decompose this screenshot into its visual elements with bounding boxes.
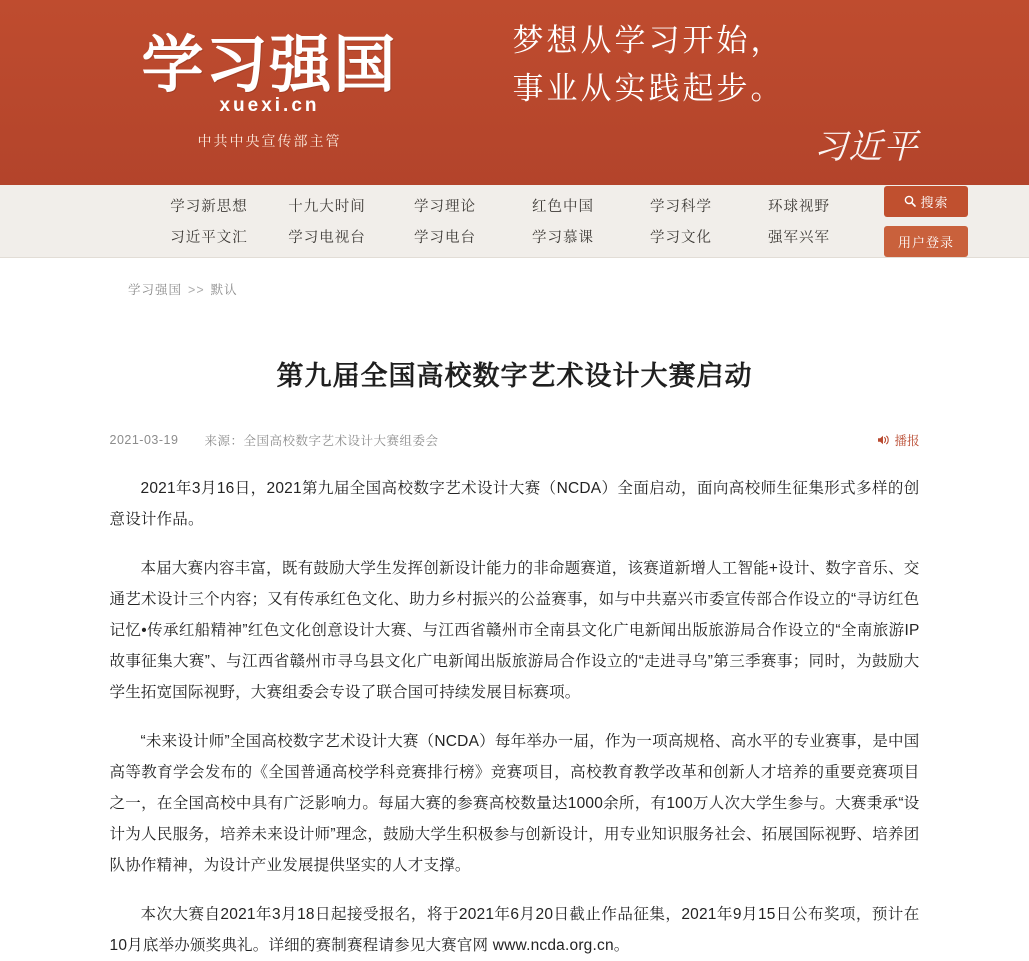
nav-item-hongsezhongguo[interactable]: 红色中国 xyxy=(532,199,594,215)
slogan-signature: 习近平 xyxy=(813,129,919,167)
breadcrumb-root[interactable]: 学习强国 xyxy=(128,283,183,297)
nav-item-xuexikexue[interactable]: 学习科学 xyxy=(650,199,712,215)
slogan-line-1: 梦想从学习开始， xyxy=(512,22,785,58)
article-source-label: 来源： xyxy=(204,433,244,448)
search-button[interactable] xyxy=(884,186,968,217)
article-source xyxy=(204,431,438,449)
article-paragraph: 2021年3月16日，2021第九届全国高校数字艺术设计大赛（NCDA）全面启动，面向高校师生征集形式多样的创意设计作品。 xyxy=(109,479,920,528)
article-paragraph: “未来设计师”全国高校数字艺术设计大赛（NCDA）每年举办一届，作为一项高规格、高水平的专业赛事，是中国高等教育学会发布的《全国普通高校学科竞赛排行榜》竞赛项目，高校教育教学改革和创新人才培养的重要竞赛项目之一，在全国高校中具有广泛影响力。每届大赛的参赛高校数量达1000余所，有100万人次大学生参与。大赛秉承“设计为人民服务，培养未来设计师”理念，鼓励大学生积极参与创新设计，用专业知识服务社会、拓展国际视野、培养团队协作精神，为设计产业发展提供坚实的人才支撑。 xyxy=(109,732,920,874)
nav-column-5 xyxy=(622,195,740,247)
audio-play-label: 播报 xyxy=(894,433,920,448)
nav-item-xueximuke[interactable]: 学习慕课 xyxy=(532,230,594,246)
search-button-label: 搜索 xyxy=(920,194,949,210)
breadcrumb-current: 默认 xyxy=(210,283,238,297)
nav-item-xuexililun[interactable]: 学习理论 xyxy=(414,199,476,215)
nav-actions xyxy=(884,186,968,257)
main-navigation xyxy=(0,185,1029,258)
nav-links xyxy=(150,195,858,247)
search-icon xyxy=(904,195,916,207)
site-logo[interactable] xyxy=(105,31,435,151)
nav-item-shijiudashijian[interactable]: 十九大时间 xyxy=(288,199,366,215)
nav-column-3 xyxy=(386,195,504,247)
article-meta xyxy=(110,431,920,455)
nav-column-4 xyxy=(504,195,622,247)
nav-column-1 xyxy=(150,195,268,247)
nav-column-2 xyxy=(268,195,386,247)
article-paragraph: 本届大赛内容丰富，既有鼓励大学生发挥创新设计能力的非命题赛道，该赛道新增人工智能+设计、数字音乐、交通艺术设计三个内容；又有传承红色文化、助力乡村振兴的公益赛事，如与中共嘉兴市委宣传部合作设立的“寻访红色记忆•传承红船精神”红色文化创意设计大赛、与江西省赣州市全南县文化广电新闻出版旅游局合作设立的“全南旅游IP故事征集大赛”、与江西省赣州市寻乌县文化广电新闻出版旅游局合作设立的“走进寻乌”第三季赛事；同时，为鼓励大学生拓宽国际视野，大赛组委会专设了联合国可持续发展目标赛项。 xyxy=(109,559,920,701)
article xyxy=(110,298,920,961)
page-title: 第九届全国高校数字艺术设计大赛启动 xyxy=(276,361,753,392)
nav-item-xuexiwenhua[interactable]: 学习文化 xyxy=(650,230,712,246)
logo-sub-text: xuexi.cn xyxy=(219,95,320,117)
nav-item-qiangjunxingjun[interactable]: 强军兴军 xyxy=(768,230,830,246)
nav-item-xuexidianshitai[interactable]: 学习电视台 xyxy=(288,230,366,246)
breadcrumb xyxy=(0,258,1029,298)
article-paragraph: 本次大赛自2021年3月18日起接受报名，将于2021年6月20日截止作品征集，2021年9月15日公布奖项，预计在10月底举办颁奖典礼。详细的赛制赛程请参见大赛官网 www.ncda.org.cn。 xyxy=(109,905,920,954)
logo-caption: 中共中央宣传部主管 xyxy=(197,133,342,150)
article-body xyxy=(110,473,920,961)
speaker-icon xyxy=(877,434,890,446)
audio-play-button[interactable] xyxy=(877,431,919,449)
nav-item-huanqiushiye[interactable]: 环球视野 xyxy=(768,199,830,215)
nav-item-xijinpingwenhui[interactable]: 习近平文汇 xyxy=(170,230,248,246)
nav-item-xuexixinsixiang[interactable]: 学习新思想 xyxy=(170,199,248,215)
login-button[interactable]: 用户登录 xyxy=(884,226,968,257)
site-banner xyxy=(0,0,1029,185)
slogan-line-2: 事业从实践起步。 xyxy=(512,71,785,106)
nav-item-xuexidiantai[interactable]: 学习电台 xyxy=(414,230,476,246)
article-source-name: 全国高校数字艺术设计大赛组委会 xyxy=(243,433,439,448)
banner-slogan xyxy=(495,17,925,168)
article-date: 2021-03-19 xyxy=(109,432,179,447)
breadcrumb-separator: >> xyxy=(188,283,205,297)
logo-main-text: 学习强国 xyxy=(141,31,398,100)
content-area xyxy=(0,258,1029,961)
nav-column-6 xyxy=(740,195,858,247)
